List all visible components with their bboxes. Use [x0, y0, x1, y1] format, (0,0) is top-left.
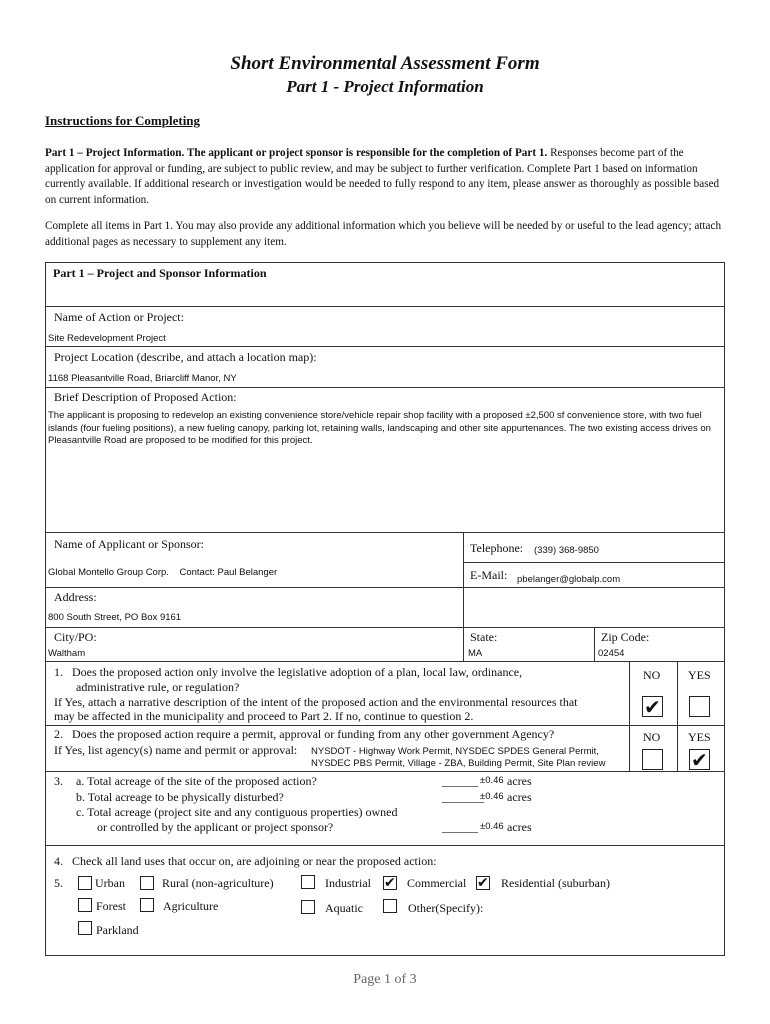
q1-yes-label: YES	[688, 668, 711, 682]
applicant-field[interactable]: Global Montello Group Corp. Contact: Paul Belanger	[48, 567, 278, 578]
state-field[interactable]: MA	[468, 648, 483, 659]
industrial-label: Industrial	[325, 876, 371, 890]
q3b-units: acres	[507, 790, 532, 804]
urban-checkbox[interactable]	[78, 876, 92, 890]
agriculture-label: Agriculture	[163, 899, 219, 913]
q1-instructions: If Yes, attach a narrative description of the intent of the proposed action and the environmental resources that	[54, 695, 578, 709]
q2-agency-prompt: If Yes, list agency(s) name and permit or approval:	[54, 743, 298, 757]
industrial-checkbox[interactable]	[301, 875, 315, 889]
checkmark-icon: ✔	[384, 875, 396, 891]
form-title: Short Environmental Assessment Form	[230, 53, 540, 74]
row-divider	[45, 346, 725, 347]
column-divider	[463, 532, 464, 661]
row-divider	[45, 845, 725, 846]
residential-label: Residential (suburban)	[501, 876, 610, 890]
email-field[interactable]: pbelanger@globalp.com	[517, 574, 621, 585]
other-checkbox[interactable]	[383, 899, 397, 913]
instructions-heading: Instructions for Completing	[45, 113, 201, 128]
row-divider	[45, 306, 725, 307]
q4-text: 4. Check all land uses that occur on, are adjoining or near the proposed action:	[54, 854, 437, 868]
description-label: Brief Description of Proposed Action:	[54, 390, 237, 404]
state-label: State:	[470, 630, 498, 644]
q3-number: 3.	[54, 774, 63, 788]
q3c-label-2: or controlled by the applicant or project sponsor?	[97, 820, 334, 834]
rural-label: Rural (non-agriculture)	[162, 876, 274, 890]
q3c-blank: ______	[442, 820, 478, 834]
form-subtitle: Part 1 - Project Information	[286, 77, 484, 96]
city-label: City/PO:	[54, 630, 97, 644]
parkland-checkbox[interactable]	[78, 921, 92, 935]
q1-no-label: NO	[643, 668, 661, 682]
description-field[interactable]: The applicant is proposing to redevelop an existing convenience store/vehicle repair shop facility with a proposed ±2,500 sf convenience store, with two fuel islands (four fueling positions), a new fueling canopy, parking lot, retaining walls, landscaping and other site appurtenances. The two existing access drives on Pleasantville Road are proposed to be modified for this project.	[48, 410, 711, 446]
project-location-field[interactable]: 1168 Pleasantville Road, Briarcliff Manor, NY	[48, 373, 237, 384]
project-location-label: Project Location (describe, and attach a location map):	[54, 350, 317, 364]
forest-checkbox[interactable]	[78, 898, 92, 912]
email-label: E-Mail:	[470, 568, 508, 582]
q3c-label: c. Total acreage (project site and any contiguous properties) owned	[76, 805, 398, 819]
row-divider	[45, 725, 725, 726]
form-table	[45, 262, 725, 956]
checkmark-icon: ✔	[691, 748, 708, 772]
q3b-field[interactable]: ±0.46	[480, 791, 504, 802]
address-field[interactable]: 800 South Street, PO Box 9161	[48, 612, 182, 623]
city-field[interactable]: Waltham	[48, 648, 86, 659]
other-label: Other(Specify):	[408, 901, 484, 915]
q3a-blank: ______	[442, 774, 478, 788]
q1-text: 1. Does the proposed action only involve the legislative adoption of a plan, local law, ordinance,	[54, 665, 523, 679]
q3a-field[interactable]: ±0.46	[480, 775, 504, 786]
telephone-field[interactable]: (339) 368-9850	[534, 545, 599, 556]
checkmark-icon: ✔	[644, 695, 661, 719]
instructions-paragraph-2: Complete all items in Part 1. You may also provide any additional information which you believe will be needed by or useful to the lead agency; attach additional pages as necessary to supplement any item.	[45, 220, 722, 248]
q3a-label: a. Total acreage of the site of the proposed action?	[76, 774, 317, 788]
address-label: Address:	[54, 590, 97, 604]
page-number: Page 1 of 3	[353, 972, 417, 987]
forest-label: Forest	[96, 899, 126, 913]
q1-instructions: may be affected in the municipality and proceed to Part 2. If no, continue to question 2.	[54, 709, 474, 723]
instructions-body: Responses become part of the application for approval or funding, are subject to public review, and may be subject to further verification. Complete Part 1 based on information currently available. If additional research or investigation would be needed to fully respond to any item, please answer as thoroughly as possible based on current information.	[45, 147, 720, 206]
project-name-field[interactable]: Site Redevelopment Project	[48, 333, 166, 344]
telephone-label: Telephone:	[470, 541, 524, 555]
row-divider	[45, 627, 725, 628]
agriculture-checkbox[interactable]	[140, 898, 154, 912]
q2-yes-label: YES	[688, 730, 711, 744]
zip-label: Zip Code:	[601, 630, 650, 644]
row-divider	[45, 587, 725, 588]
section-title: Part 1 – Project and Sponsor Information	[53, 266, 267, 280]
q1-text: administrative rule, or regulation?	[76, 680, 240, 694]
checkmark-icon: ✔	[477, 875, 489, 891]
q3b-label: b. Total acreage to be physically disturbed?	[76, 790, 284, 804]
aquatic-checkbox[interactable]	[301, 900, 315, 914]
column-divider	[629, 661, 630, 771]
q3a-units: acres	[507, 774, 532, 788]
q2-no-label: NO	[643, 730, 661, 744]
q2-agencies-field[interactable]: NYSDOT - Highway Work Permit, NYSDEC SPDES General Permit,	[311, 746, 599, 757]
parkland-label: Parkland	[96, 923, 139, 937]
zip-field[interactable]: 02454	[598, 648, 625, 659]
commercial-label: Commercial	[407, 876, 467, 890]
q3b-blank: _______	[442, 790, 484, 804]
row-divider	[45, 771, 725, 772]
column-divider	[677, 661, 678, 771]
row-divider	[45, 387, 725, 388]
project-name-label: Name of Action or Project:	[54, 310, 184, 324]
instructions-paragraph-1	[45, 146, 725, 208]
applicant-label: Name of Applicant or Sponsor:	[54, 537, 204, 551]
q2-text: 2. Does the proposed action require a permit, approval or funding from any other government Agency?	[54, 727, 555, 741]
rural-checkbox[interactable]	[140, 876, 154, 890]
q5-number: 5.	[54, 876, 63, 890]
q2-agencies-field-2[interactable]: NYSDEC PBS Permit, Village - ZBA, Building Permit, Site Plan review	[311, 758, 606, 769]
column-divider	[594, 627, 595, 661]
q2-no-checkbox[interactable]	[642, 749, 663, 770]
q3c-field[interactable]: ±0.46	[480, 821, 504, 832]
instructions-bold-lead: Part 1 – Project Information. The applicant or project sponsor is responsible for the completion of Part 1.	[45, 147, 548, 159]
aquatic-label: Aquatic	[325, 901, 363, 915]
row-divider	[45, 661, 725, 662]
q1-yes-checkbox[interactable]	[689, 696, 710, 717]
urban-label: Urban	[95, 876, 125, 890]
row-divider	[463, 562, 725, 563]
row-divider	[45, 532, 725, 533]
q3c-units: acres	[507, 820, 532, 834]
